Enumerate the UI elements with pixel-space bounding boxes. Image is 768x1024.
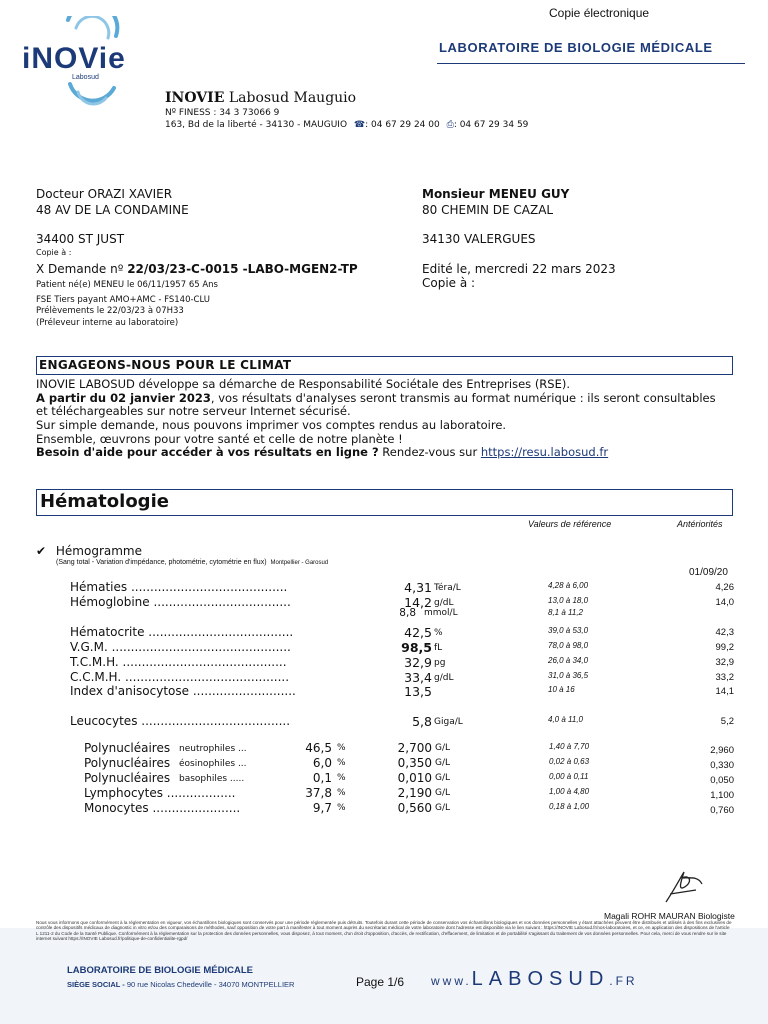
- site-name-rest: Labosud: [224, 90, 294, 106]
- climate-title: ENGAGEONS-NOUS POUR LE CLIMAT: [39, 358, 292, 372]
- legal-notice: Nous vous informons que conformément à la réglementation en vigueur, vos échantillons biologiques sont conservés pour une période réglementée puis détruits. Toutefois durant cette période de conservation vos échantillons biologiques et vos données personnelles y étant attachées peuvent être distribués et utilisés à des fins exclusives de contrôle des dispositifs médicaux de diagnostic in vitro et/ou des comparaisons de méthodes, sauf opposition de votre part à manifester à tout moment auprès du secrétariat médical de votre laboratoire dont l'adresse est disponible via le lien suivant : https://INOVIE Labosud.fr/nos-laboratoires, et ce, en application des dispositions de l'article L 1211-2 du Code de la Santé Publique. Conformément à la réglementation sur la protection des données personnelles, vous disposez, à tout moment, d'un droit d'opposition, d'accès, de rectification, d'effacement, de limitation et de portabilité s'agissant du traitement de vos données personnelles. Pour cela, merci de vous rendre sur le site internet suivant https://INOVIE Labosud.fr/politique-de-confidentialite-rgpd/: [36, 920, 732, 942]
- biologist-name: Magali ROHR MAURAN Biologiste: [604, 911, 735, 921]
- formula-prior: 0,050: [710, 775, 734, 786]
- check-icon: ✔: [36, 544, 47, 558]
- site-name: [165, 90, 356, 106]
- result-value: 8,8: [399, 607, 416, 619]
- exam-note: [56, 559, 328, 566]
- patient-name: Monsieur MENEU GUY: [422, 187, 570, 201]
- formula-unit: G/L: [435, 743, 451, 753]
- doctor-street: 48 AV DE LA CONDAMINE: [36, 203, 189, 217]
- doctor-name: Docteur ORAZI XAVIER: [36, 187, 173, 201]
- formula-pct: 9,7: [312, 801, 332, 815]
- exam-header: [36, 544, 142, 558]
- request-number: 22/03/23-C-0015 -LABO-MGEN2-TP: [127, 262, 358, 276]
- request-line: [36, 262, 358, 276]
- exam-title: Hémogramme: [55, 544, 142, 558]
- result-ref: 10 à 16: [548, 685, 575, 694]
- result-unit: pg: [434, 658, 446, 668]
- formula-prior: 0,330: [710, 760, 734, 771]
- formula-ref: 1,00 à 4,80: [549, 787, 590, 796]
- banner-rule: [437, 63, 745, 64]
- formula-ref: 0,18 à 1,00: [549, 802, 590, 811]
- result-label: Index d'anisocytose ...........................: [70, 684, 296, 698]
- ref-header: Valeurs de référence: [528, 519, 612, 529]
- result-ref: 13,0 à 18,0: [548, 596, 589, 605]
- formula-pct: 37,8: [305, 786, 332, 800]
- formula-label: Lymphocytes ..................: [84, 786, 236, 800]
- site-phone: : 04 67 29 24 00: [365, 120, 440, 130]
- formula-label: Polynucléaires: [84, 741, 171, 755]
- formula-pct-unit: %: [337, 803, 346, 813]
- result-unit: fL: [434, 643, 443, 653]
- formula-ref: 1,40 à 7,70: [549, 742, 590, 751]
- formula-prior: 1,100: [710, 790, 734, 801]
- formula-pct-unit: %: [337, 743, 346, 753]
- formula-label: Monocytes .......................: [84, 801, 241, 815]
- patient-copy: Copie à :: [422, 276, 476, 290]
- result-prior: 4,26: [715, 582, 734, 593]
- result-prior: 14,1: [715, 686, 734, 697]
- result-unit: g/dL: [434, 598, 454, 608]
- result-value: 13,5: [404, 684, 432, 699]
- footer-hq-label: SIÈGE SOCIAL -: [67, 980, 125, 989]
- results-link[interactable]: https://resu.labosud.fr: [480, 445, 609, 459]
- formula-abs: 0,010: [397, 771, 432, 785]
- footer-www: www.: [431, 974, 472, 988]
- climate-help: Besoin d'aide pour accéder à vos résultats en ligne ?: [36, 445, 379, 459]
- result-label: Leucocytes .......................................: [70, 714, 291, 728]
- result-unit: Téra/L: [434, 583, 461, 593]
- formula-unit: G/L: [435, 758, 451, 768]
- formula-pct-unit: %: [337, 773, 346, 783]
- result-label: V.G.M. ...............................................: [70, 640, 291, 654]
- prior-date: 01/09/20: [689, 567, 728, 578]
- result-value: 4,31: [404, 580, 432, 595]
- finess-number: Nº FINESS : 34 3 73066 9: [165, 108, 280, 118]
- formula-pct-unit: %: [337, 758, 346, 768]
- result-ref: 78,0 à 98,0: [548, 641, 589, 650]
- result-ref: 4,0 à 11,0: [548, 715, 583, 724]
- result-prior: 14,0: [715, 597, 734, 608]
- climate-line-3: et téléchargeables sur notre serveur Internet sécurisé.: [36, 404, 351, 418]
- formula-pct: 6,0: [312, 756, 332, 770]
- phone-icon: ☎: [353, 120, 366, 130]
- formula-sublabel: éosinophiles ...: [179, 759, 247, 769]
- result-value: 5,8: [412, 714, 432, 729]
- climate-line-2-rest: , vos résultats d'analyses seront transmis au format numérique : ils seront consultables: [210, 391, 716, 405]
- site-contact: [165, 120, 528, 130]
- formula-abs: 0,350: [397, 756, 432, 770]
- patient-street: 80 CHEMIN DE CAZAL: [422, 203, 554, 217]
- edited-date: Edité le, mercredi 22 mars 2023: [422, 262, 616, 276]
- patient-born: Patient né(e) MENEU le 06/11/1957 65 Ans: [36, 280, 218, 290]
- climate-line-4: Sur simple demande, nous pouvons imprimer vos comptes rendus au laboratoire.: [36, 418, 507, 432]
- climate-line-6-rest: Rendez-vous sur: [378, 445, 481, 459]
- formula-sublabel: neutrophiles ...: [179, 744, 247, 754]
- prior-header: Antériorités: [677, 519, 723, 529]
- formula-prior: 0,760: [710, 805, 734, 816]
- formula-abs: 2,190: [397, 786, 432, 800]
- lab-banner: LABORATOIRE DE BIOLOGIE MÉDICALE: [439, 40, 713, 55]
- formula-unit: G/L: [435, 803, 451, 813]
- formula-pct-unit: %: [337, 788, 346, 798]
- site-name-bold: INOVIE: [165, 90, 225, 106]
- result-label: T.C.M.H. ...........................................: [70, 655, 287, 669]
- exam-method: (Sang total - Variation d'impédance, photométrie, cytométrie en flux): [56, 559, 267, 566]
- result-label: Hématies .........................................: [70, 580, 288, 594]
- climate-line-2: [36, 391, 716, 405]
- result-ref: 8,1 à 11,2: [548, 608, 583, 617]
- formula-prior: 2,960: [710, 745, 734, 756]
- result-ref: 31,0 à 36,5: [548, 671, 589, 680]
- climate-line-5: Ensemble, œuvrons pour votre santé et celle de notre planète !: [36, 432, 403, 446]
- site-address: 163, Bd de la liberté - 34130 - MAUGUIO: [165, 120, 348, 130]
- result-prior: 32,9: [715, 657, 734, 668]
- page-number: Page 1/6: [356, 975, 405, 989]
- sampling-date: Prélèvements le 22/03/23 à 07H33: [36, 306, 184, 316]
- logo-text: iNOVie: [22, 42, 126, 75]
- inovie-logo: [20, 16, 160, 112]
- result-value: 42,5: [404, 625, 432, 640]
- climate-date: A partir du 02 janvier 2023: [36, 391, 211, 405]
- formula-abs: 0,560: [397, 801, 432, 815]
- doctor-copy: Copie à :: [36, 248, 72, 257]
- signature-icon: [660, 864, 706, 908]
- section-title: Hématologie: [40, 491, 169, 512]
- formula-ref: 0,02 à 0,63: [549, 757, 590, 766]
- footer-website[interactable]: [431, 968, 638, 991]
- formula-pct: 46,5: [305, 741, 332, 755]
- result-label: Hémoglobine ....................................: [70, 595, 291, 609]
- formula-unit: G/L: [435, 773, 451, 783]
- result-ref: 4,28 à 6,00: [548, 581, 589, 590]
- result-unit: mmol/L: [424, 608, 458, 618]
- fse-line: FSE Tiers payant AMO+AMC - FS140-CLU: [36, 295, 211, 305]
- logo-subtext: Labosud: [72, 74, 99, 81]
- formula-sublabel: basophiles .....: [179, 774, 245, 784]
- formula-label: Polynucléaires: [84, 756, 171, 770]
- formula-pct: 0,1: [312, 771, 332, 785]
- exam-site: Montpellier - Garosud: [270, 560, 329, 566]
- site-city: Mauguio: [293, 90, 357, 106]
- footer-hq-address: 90 rue Nicolas Chedeville - 34070 MONTPELLIER: [124, 980, 295, 989]
- result-value: 98,5: [401, 640, 432, 655]
- footer-hq: [67, 980, 294, 989]
- climate-line-1: INOVIE LABOSUD développe sa démarche de Responsabilité Sociétale des Entreprises (RSE).: [36, 377, 571, 391]
- result-ref: 26,0 à 34,0: [548, 656, 589, 665]
- result-label: C.C.M.H. ...........................................: [70, 670, 290, 684]
- footer-lab: LABORATOIRE DE BIOLOGIE MÉDICALE: [67, 965, 253, 976]
- result-unit: Giga/L: [434, 717, 463, 727]
- doctor-city: 34400 ST JUST: [36, 232, 125, 246]
- result-unit: %: [434, 628, 443, 638]
- result-label: Hématocrite ......................................: [70, 625, 294, 639]
- formula-abs: 2,700: [397, 741, 432, 755]
- signature-image: [660, 864, 706, 908]
- footer-brand: LABOSUD: [471, 968, 610, 990]
- result-ref: 39,0 à 53,0: [548, 626, 589, 635]
- copy-label: Copie électronique: [549, 6, 650, 20]
- result-prior: 99,2: [715, 642, 734, 653]
- result-value: 33,4: [404, 670, 432, 685]
- formula-unit: G/L: [435, 788, 451, 798]
- site-fax: : 04 67 29 34 59: [453, 120, 529, 130]
- result-value: 14,2: [404, 595, 432, 610]
- footer-tld: .FR: [609, 974, 638, 988]
- request-prefix: X Demande nº: [36, 262, 128, 276]
- climate-line-6: [36, 445, 608, 459]
- result-value: 32,9: [404, 655, 432, 670]
- result-prior: 42,3: [715, 627, 734, 638]
- formula-label: Polynucléaires: [84, 771, 171, 785]
- formula-ref: 0,00 à 0,11: [549, 772, 589, 781]
- sampler-note: (Préleveur interne au laboratoire): [36, 318, 179, 328]
- result-prior: 5,2: [720, 716, 734, 727]
- result-prior: 33,2: [715, 672, 734, 683]
- patient-city: 34130 VALERGUES: [422, 232, 536, 246]
- fax-icon: ⎙: [446, 120, 454, 130]
- result-unit: g/dL: [434, 673, 454, 683]
